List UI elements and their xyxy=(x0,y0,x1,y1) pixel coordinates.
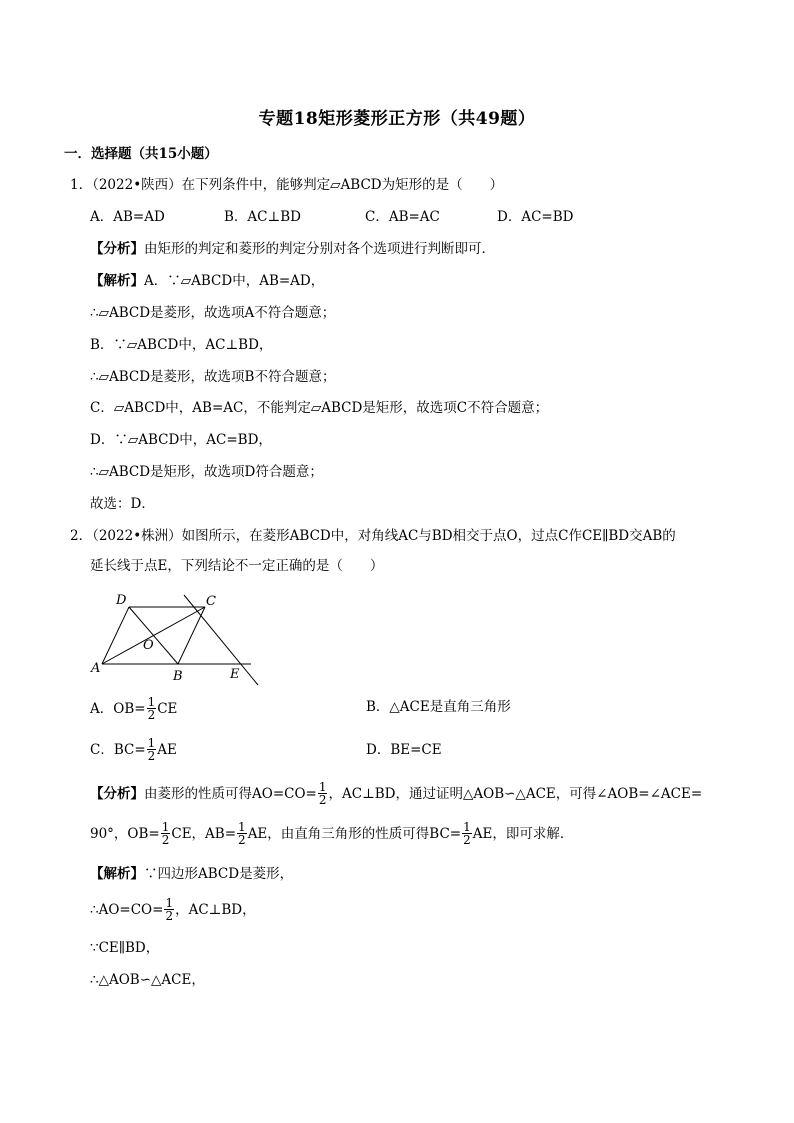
solution-text: ∴AO=CO= xyxy=(90,902,164,918)
solution-tag: 【解析】 xyxy=(90,866,144,882)
q2-stem-continued: 延长线于点E，下列结论不一定正确的是（ ） xyxy=(90,558,384,574)
q1-solution-line xyxy=(90,271,324,291)
fraction-half: $\frac{1}{2}$ xyxy=(161,820,170,847)
page-title: 专题18矩形菱形正方形（共49题） xyxy=(258,109,536,129)
fraction-half: $\frac{1}{2}$ xyxy=(318,780,327,807)
q1-solution-line: ∴▱ABCD是菱形，故选项A不符合题意； xyxy=(90,305,336,321)
analysis-tag: 【分析】 xyxy=(90,786,144,802)
q2-option-c xyxy=(90,738,177,763)
analysis-text: ，AC⊥BD，通过证明△AOB∽△ACE，可得∠AOB=∠ACE= xyxy=(328,786,703,802)
analysis-tag: 【分析】 xyxy=(90,241,144,257)
section-heading: 一．选择题（共15小题） xyxy=(64,146,218,162)
q1-solution-line: C．▱ABCD中，AB=AC，不能判定▱ABCD是矩形，故选项C不符合题意； xyxy=(90,400,549,416)
analysis-text: AE，即可求解． xyxy=(472,826,574,842)
fraction-half: $\frac{1}{2}$ xyxy=(165,896,174,923)
q1-analysis xyxy=(90,239,495,259)
analysis-text: 由菱形的性质可得AO=CO= xyxy=(144,786,317,802)
q1-stem: 1．（2022•陕西）在下列条件中，能够判定▱ABCD为矩形的是（ ） xyxy=(70,177,504,193)
fraction-half: $\frac{1}{2}$ xyxy=(238,820,246,847)
analysis-text: AE，由直角三角形的性质可得BC= xyxy=(247,826,462,842)
label-b: B xyxy=(173,669,183,684)
option-a-text: A．OB= xyxy=(90,701,146,717)
q1-option-c: C．AB=AC xyxy=(365,209,440,225)
q1-solution-line: ∴▱ABCD是矩形，故选项D符合题意； xyxy=(90,464,323,480)
q2-option-a xyxy=(90,697,177,722)
analysis-text: CE，AB= xyxy=(171,826,237,842)
q1-solution-line: D．∵▱ABCD中，AC=BD， xyxy=(90,432,272,448)
fraction-half: $\frac{1}{2}$ xyxy=(147,695,156,722)
q2-solution-line: ∴△AOB∽△ACE， xyxy=(90,972,205,988)
q1-option-b: B．AC⊥BD xyxy=(224,209,301,225)
label-a: A xyxy=(91,661,101,676)
solution-text: A．∵▱ABCD中，AB=AD， xyxy=(144,273,325,289)
rhombus-figure xyxy=(88,588,263,688)
solution-text: ∵四边形ABCD是菱形， xyxy=(144,866,294,882)
option-c-text-end: AE xyxy=(157,742,177,758)
solution-text: ，AC⊥BD， xyxy=(175,902,256,918)
label-d: D xyxy=(116,593,127,608)
label-e: E xyxy=(230,667,240,682)
q2-solution-line xyxy=(90,864,293,884)
q2-stem: 2．（2022•株洲）如图所示，在菱形ABCD中，对角线AC与BD相交于点O，过点C作CE∥BD交AB的 xyxy=(70,528,676,544)
q1-solution-line: ∴▱ABCD是菱形，故选项B不符合题意； xyxy=(90,369,336,385)
q2-option-b: B．△ACE是直角三角形 xyxy=(366,699,511,715)
analysis-text: 由矩形的判定和菱形的判定分别对各个选项进行判断即可． xyxy=(144,241,495,257)
fraction-half: $\frac{1}{2}$ xyxy=(463,820,471,847)
q1-option-d: D．AC=BD xyxy=(497,209,574,225)
label-o: O xyxy=(143,638,154,653)
solution-tag: 【解析】 xyxy=(90,273,144,289)
q1-option-a: A．AB=AD xyxy=(90,209,165,225)
q2-solution-line xyxy=(90,898,256,923)
option-c-text: C．BC= xyxy=(90,742,146,758)
q2-analysis-line-1 xyxy=(90,782,702,807)
q1-solution-line: 故选：D． xyxy=(90,496,155,512)
option-a-text-end: CE xyxy=(157,701,178,717)
analysis-text: 90°，OB= xyxy=(90,826,160,842)
q2-solution-line: ∵CE∥BD， xyxy=(90,940,160,956)
q2-analysis-line-2 xyxy=(90,822,573,847)
q1-solution-line: B．∵▱ABCD中，AC⊥BD， xyxy=(90,337,273,353)
label-c: C xyxy=(206,594,216,609)
fraction-half: $\frac{1}{2}$ xyxy=(147,736,156,763)
q2-option-d: D．BE=CE xyxy=(366,742,442,758)
